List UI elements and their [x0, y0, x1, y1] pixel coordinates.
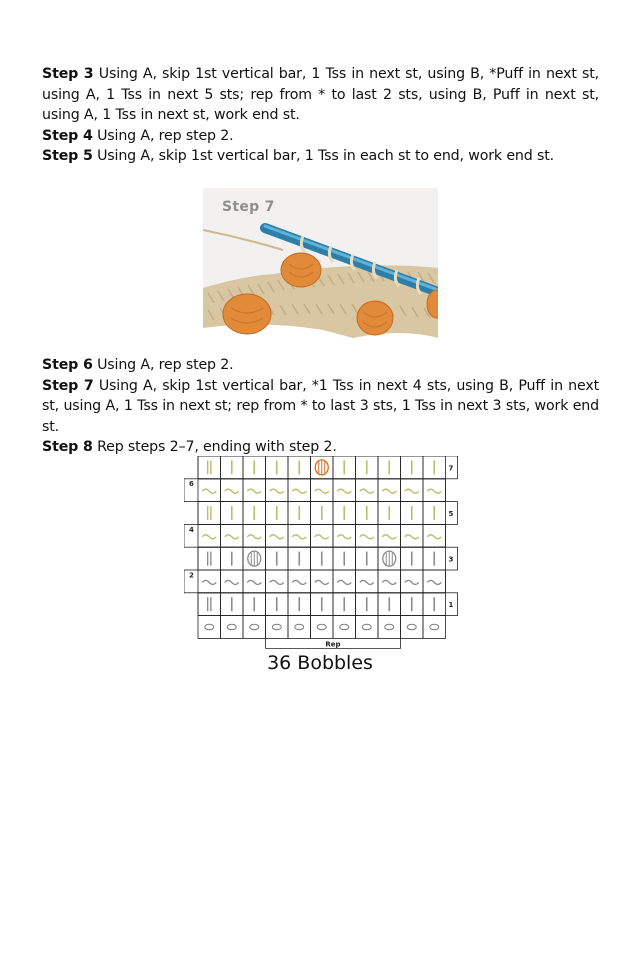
chart-row-3	[198, 547, 458, 570]
svg-text:7: 7	[448, 464, 454, 473]
step-5: Step 5 Using A, skip 1st vertical bar, 1 Tss in each st to end, work end st.	[42, 148, 554, 164]
step-8: Step 8 Rep steps 2–7, ending with step 2.	[42, 439, 337, 455]
svg-text:5: 5	[448, 510, 454, 518]
stitch-chart-grid	[184, 456, 460, 656]
step-6: Step 6 Using A, rep step 2.	[42, 357, 234, 373]
steps-top	[42, 64, 599, 167]
chart-row-1	[198, 593, 458, 616]
steps-bottom	[42, 355, 599, 458]
repeat-bracket	[266, 638, 401, 648]
svg-text:3: 3	[448, 555, 454, 564]
chart-row-4	[184, 524, 446, 547]
chart-row-0	[198, 616, 446, 639]
svg-text:2: 2	[189, 571, 194, 580]
step-7-photo	[203, 188, 438, 354]
chart-row-2	[184, 570, 446, 593]
chart-row-7	[198, 456, 458, 479]
svg-text:1: 1	[448, 601, 454, 610]
stitch-chart	[184, 456, 460, 660]
step-7: Step 7 Using A, skip 1st vertical bar, *1 Tss in next 4 sts, using B, Puff in next st, using A, 1 Tss in next st; rep from * to last 3 sts, 1 Tss in next 3 sts, work end st.	[42, 377, 599, 435]
step-3: Step 3 Using A, skip 1st vertical bar, 1 Tss in next st, using B, *Puff in next st, using A, 1 Tss in next 5 sts; rep from * to last 2 sts, using B, Puff in next st, using A, 1 Tss in next st, work end st.	[42, 66, 599, 123]
svg-text:4: 4	[189, 525, 194, 534]
svg-text:Rep: Rep	[325, 640, 341, 649]
chart-caption: 36 Bobbles	[267, 652, 373, 674]
step-4: Step 4 Using A, rep step 2.	[42, 127, 234, 144]
chart-row-5	[198, 502, 458, 525]
photo-step-label: Step 7	[222, 199, 275, 215]
svg-text:6: 6	[189, 480, 194, 489]
chart-row-6	[184, 479, 446, 502]
